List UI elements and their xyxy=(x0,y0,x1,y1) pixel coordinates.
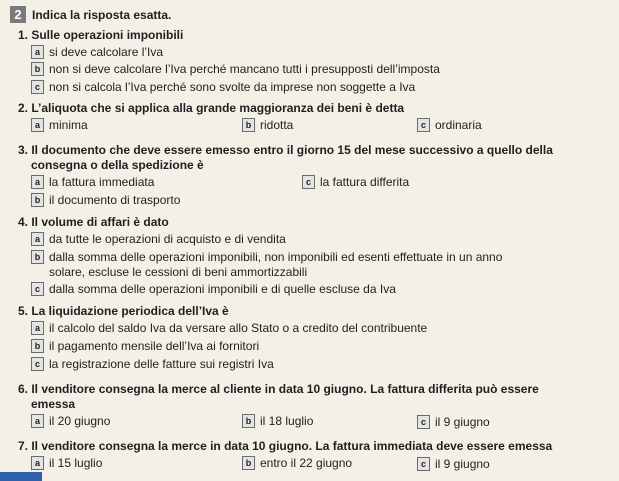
option-4c[interactable] xyxy=(31,282,396,297)
option-4b-continued: solare, escluse le cessioni di beni ammortizzabili xyxy=(49,265,308,279)
page-edge-mark xyxy=(0,472,42,481)
option-text: non si calcola l’Iva perché sono svolte da imprese non soggette a Iva xyxy=(49,80,416,94)
option-text: ordinaria xyxy=(435,118,482,132)
option-letter: c xyxy=(417,118,430,132)
option-letter: c xyxy=(31,80,44,94)
question-2: 2. L’aliquota che si applica alla grande maggioranza dei beni è detta xyxy=(18,101,405,115)
option-text: da tutte le operazioni di acquisto e di vendita xyxy=(49,232,286,246)
option-text: ridotta xyxy=(260,118,294,132)
option-7c[interactable] xyxy=(417,457,490,472)
exercise-instruction: Indica la risposta esatta. xyxy=(32,7,172,22)
option-text: entro il 22 giugno xyxy=(260,456,353,470)
question-6: 6. Il venditore consegna la merce al cliente in data 10 giugno. La fattura differita può essere xyxy=(18,382,539,396)
option-text: il calcolo del saldo Iva da versare allo Stato o a credito del contribuente xyxy=(49,321,428,335)
question-5: 5. La liquidazione periodica dell’Iva è xyxy=(18,304,229,318)
option-2c[interactable] xyxy=(417,118,482,133)
option-6b[interactable] xyxy=(242,414,313,429)
option-letter: a xyxy=(31,321,44,335)
option-letter: c xyxy=(31,282,44,296)
option-letter: a xyxy=(31,118,44,132)
option-text: il 18 luglio xyxy=(260,414,314,428)
question-4: 4. Il volume di affari è dato xyxy=(18,215,169,229)
option-3b[interactable] xyxy=(31,193,180,208)
question-7: 7. Il venditore consegna la merce in data 10 giugno. La fattura immediata deve essere emessa xyxy=(18,439,553,453)
option-text: la fattura immediata xyxy=(49,175,155,189)
option-letter: a xyxy=(31,175,44,189)
option-5b[interactable] xyxy=(31,339,259,354)
option-3a[interactable] xyxy=(31,175,154,190)
option-letter: b xyxy=(31,193,44,207)
option-letter: c xyxy=(417,457,430,471)
option-1a[interactable] xyxy=(31,45,163,60)
question-3-continued: consegna o della spedizione è xyxy=(31,158,204,172)
option-6a[interactable] xyxy=(31,414,110,429)
option-2b[interactable] xyxy=(242,118,293,133)
question-1: 1. Sulle operazioni imponibili xyxy=(18,28,184,42)
option-text: il documento di trasporto xyxy=(49,193,181,207)
option-text: il 20 giugno xyxy=(49,414,111,428)
option-5a[interactable] xyxy=(31,321,427,336)
option-letter: c xyxy=(31,357,44,371)
option-text: dalla somma delle operazioni imponibili, non imponibili ed esenti effettuate in un anno xyxy=(49,250,503,264)
option-letter: b xyxy=(31,250,44,264)
option-6c[interactable] xyxy=(417,415,490,430)
option-letter: b xyxy=(31,62,44,76)
option-4b[interactable] xyxy=(31,250,502,265)
option-text: non si deve calcolare l’Iva perché mancano tutti i presupposti dell’imposta xyxy=(49,62,440,76)
option-7a[interactable] xyxy=(31,456,102,471)
option-letter: b xyxy=(242,118,255,132)
option-letter: a xyxy=(31,232,44,246)
option-letter: b xyxy=(31,339,44,353)
option-letter: a xyxy=(31,45,44,59)
option-2a[interactable] xyxy=(31,118,88,133)
option-text: dalla somma delle operazioni imponibili e di quelle escluse da Iva xyxy=(49,282,396,296)
option-text: il pagamento mensile dell’Iva ai fornitori xyxy=(49,339,260,353)
option-1c[interactable] xyxy=(31,80,415,95)
option-4a[interactable] xyxy=(31,232,286,247)
option-text: minima xyxy=(49,118,88,132)
option-letter: c xyxy=(302,175,315,189)
option-text: la registrazione delle fatture sui registri Iva xyxy=(49,357,274,371)
option-text: si deve calcolare l’Iva xyxy=(49,45,164,59)
option-text: il 9 giugno xyxy=(435,457,490,471)
option-1b[interactable] xyxy=(31,62,440,77)
option-3c[interactable] xyxy=(302,175,409,190)
exercise-header xyxy=(10,6,171,23)
option-letter: a xyxy=(31,456,44,470)
option-letter: c xyxy=(417,415,430,429)
option-letter: b xyxy=(242,456,255,470)
exercise-number: 2 xyxy=(10,6,26,23)
option-5c[interactable] xyxy=(31,357,274,372)
option-text: la fattura differita xyxy=(320,175,410,189)
question-6-continued: emessa xyxy=(31,397,76,411)
option-text: il 15 luglio xyxy=(49,456,103,470)
option-letter: b xyxy=(242,414,255,428)
option-letter: a xyxy=(31,414,44,428)
option-7b[interactable] xyxy=(242,456,352,471)
question-3: 3. Il documento che deve essere emesso entro il giorno 15 del mese successivo a quello della xyxy=(18,143,553,157)
option-text: il 9 giugno xyxy=(435,415,490,429)
